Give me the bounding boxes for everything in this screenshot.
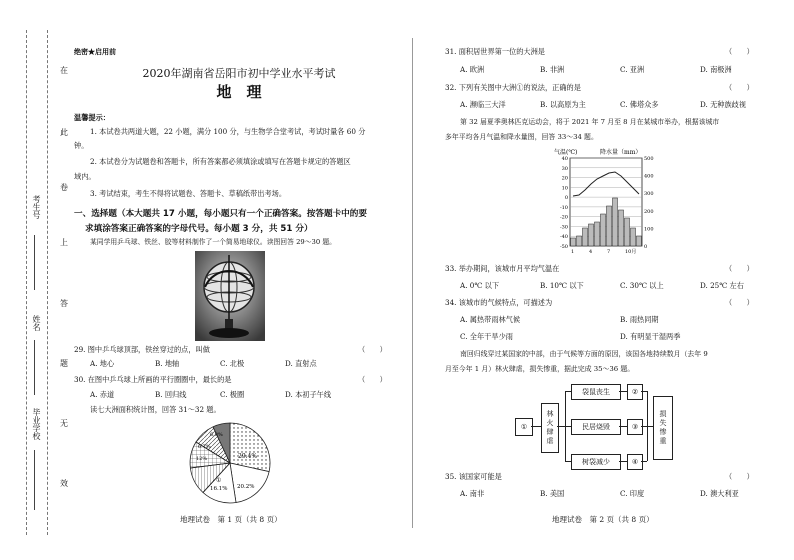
tips-title: 温馨提示： xyxy=(74,113,110,122)
pie-label: 29.4% xyxy=(238,453,258,460)
seal-char: 卷 xyxy=(60,183,68,192)
field-exam-number: 考生号 xyxy=(32,195,41,219)
question-33: 33. 举办期间，该城市月平均气温在 xyxy=(445,264,560,273)
question-31: 31. 面积居世界第一位的大洲是 xyxy=(445,47,545,56)
left-tick-label: -40 xyxy=(559,234,568,241)
exam-title: 2020年湖南省岳阳市初中学业水平考试 xyxy=(142,67,336,80)
answer-paren: （ ） xyxy=(725,47,754,56)
option: B. 雨热同期 xyxy=(620,315,659,324)
month-label: 1 xyxy=(571,249,575,255)
flow-arrow xyxy=(619,461,627,462)
option: D. 南极洲 xyxy=(700,65,732,74)
flow-box-3: ③ xyxy=(627,419,643,435)
right-tick-label: 0 xyxy=(644,244,648,250)
left-tick-label: -50 xyxy=(559,244,568,250)
answer-paren: （ ） xyxy=(725,298,754,307)
option: A. 赤道 xyxy=(90,390,115,399)
option: D. 澳大利亚 xyxy=(700,489,739,498)
question-35: 35. 该国家可能是 xyxy=(445,472,502,481)
option: C. 亚洲 xyxy=(620,65,645,74)
option: A. 0℃ 以下 xyxy=(460,281,500,290)
seal-char: 此 xyxy=(60,128,68,137)
right-tick-label: 100 xyxy=(644,226,654,233)
pie-label: 6.7% xyxy=(198,444,211,450)
option: C. 全年干旱少雨 xyxy=(460,332,513,341)
question-29: 29. 图中乒乓球顶部，铁丝穿过的点，叫做 xyxy=(74,345,210,354)
option: C. 印度 xyxy=(620,489,645,498)
tip-text: 域内。 xyxy=(74,172,96,181)
flow-box-loss: 损失惨重 xyxy=(653,396,673,460)
section-heading: 一、选择题（本大题共 17 小题，每小题只有一个正确答案。按答题卡中的要 xyxy=(74,209,367,219)
option: B. 以高原为主 xyxy=(540,100,586,109)
flow-box-4: ④ xyxy=(627,454,643,470)
globe-photo xyxy=(195,251,265,341)
flow-arrow xyxy=(619,391,627,392)
binding-line-outer xyxy=(26,30,27,535)
flow-arrow xyxy=(641,461,647,462)
flow-box-1: ① xyxy=(515,418,533,436)
temp-curve xyxy=(573,172,639,196)
field-school: 毕业学校 xyxy=(32,408,41,440)
right-tick-label: 300 xyxy=(644,191,654,198)
pie-label: 20.2% xyxy=(237,484,255,490)
option: B. 非洲 xyxy=(540,65,565,74)
question-intro: 某同学用乒乓球、铁丝、胶等材料制作了一个简易地球仪。读图回答 29～30 题。 xyxy=(90,238,336,246)
option: D. 直射点 xyxy=(285,359,317,368)
right-tick-label: 200 xyxy=(644,208,654,215)
option: A. 濒临三大洋 xyxy=(460,100,506,109)
flow-box-2: ② xyxy=(627,384,643,400)
option: A. 南非 xyxy=(460,489,485,498)
option: A. 属热带雨林气候 xyxy=(460,315,521,324)
precip-bar xyxy=(625,218,630,246)
right-tick-label: 500 xyxy=(644,156,654,162)
question-intro: 多年平均各月气温和降水量图，回答 33～34 题。 xyxy=(445,133,598,141)
seal-char: 上 xyxy=(60,238,68,247)
left-tick-label: 40 xyxy=(561,156,568,162)
left-tick-label: 0 xyxy=(564,195,568,202)
precip-bar xyxy=(589,224,594,246)
subject-title: 地 理 xyxy=(216,83,262,101)
secret-label: 绝密★启用前 xyxy=(74,47,116,56)
precip-bar xyxy=(607,206,612,246)
flow-box-koala: 树袋减少 xyxy=(571,454,621,470)
left-tick-label: 20 xyxy=(561,175,568,182)
left-ticks xyxy=(560,156,568,250)
option: B. 美国 xyxy=(540,489,565,498)
option: C. 北极 xyxy=(220,359,245,368)
left-tick-label: -10 xyxy=(559,204,568,211)
precip-axis-label: 降水量（mm） xyxy=(600,149,642,156)
tip-text: 钟。 xyxy=(74,141,89,150)
right-ticks xyxy=(644,156,654,250)
flow-box-homes: 民居烧毁 xyxy=(571,419,621,435)
option: D. 本初子午线 xyxy=(285,390,332,399)
flow-arrow xyxy=(557,426,565,427)
field-name: 姓名 xyxy=(32,315,41,331)
field-line xyxy=(34,235,35,290)
question-intro: 月至今年 1 月）林火肆虐，损失惨重，据此完成 35～36 题。 xyxy=(445,365,635,373)
question-34: 34. 该城市的气候特点，可描述为 xyxy=(445,298,553,307)
option: C. 30℃ 以上 xyxy=(620,281,664,290)
tip-text: 1. 本试卷共两道大题，22 小题，满分 100 分，与生物学合堂考试，考试时量各 60 分 xyxy=(90,127,366,136)
tip-text: 3. 考试结束，考生不得将试题卷、答题卡、草稿纸带出考场。 xyxy=(90,189,287,198)
answer-paren: （ ） xyxy=(358,345,387,354)
question-intro: 第 32 届夏季奥林匹克运动会，将于 2021 年 7 月至 8 月在某城市举办，根据该城市 xyxy=(460,118,720,126)
precip-bar xyxy=(583,228,588,246)
continent-area-pie xyxy=(180,418,280,508)
flow-box-fire: 林火肆虐 xyxy=(541,403,559,453)
field-line xyxy=(34,340,35,395)
climate-chart xyxy=(548,146,668,258)
option: A. 欧洲 xyxy=(460,65,485,74)
answer-paren: （ ） xyxy=(725,83,754,92)
option: C. 极圈 xyxy=(220,390,245,399)
left-tick-label: 30 xyxy=(561,165,568,172)
month-label: 4 xyxy=(589,249,593,255)
precip-bar xyxy=(595,222,600,246)
option: C. 佛塔众多 xyxy=(620,100,659,109)
month-label: 7 xyxy=(607,249,611,255)
temp-axis-label: 气温(℃) xyxy=(554,149,578,156)
tip-text: 2. 本试卷分为试题卷和答题卡，所有答案都必须填涂或填写在答题卡规定的答题区 xyxy=(90,157,351,166)
option: D. 有明显干湿两季 xyxy=(620,332,681,341)
binding-line-left xyxy=(47,30,48,535)
pie-label: ① xyxy=(216,477,222,484)
page-footer: 地理试卷 第 2 页（共 8 页） xyxy=(552,515,654,524)
option: D. 无种族歧视 xyxy=(700,100,747,109)
page-divider xyxy=(412,38,413,528)
section-heading: 求填涂答案正确答案的字母代号。每小题 3 分，共 51 分） xyxy=(85,224,313,234)
seal-char: 在 xyxy=(60,66,68,75)
seal-char: 无 xyxy=(60,419,68,428)
answer-paren: （ ） xyxy=(358,375,387,384)
right-tick-label: 400 xyxy=(644,173,654,180)
option: A. 地心 xyxy=(90,359,115,368)
field-line xyxy=(34,450,35,510)
page-footer: 地理试卷 第 1 页（共 8 页） xyxy=(180,515,282,524)
precip-bars xyxy=(571,198,642,246)
option: D. 25℃ 左右 xyxy=(700,281,744,290)
pie-slices xyxy=(190,423,270,503)
answer-paren: （ ） xyxy=(725,264,754,273)
left-tick-label: -20 xyxy=(559,214,568,221)
precip-bar xyxy=(637,236,642,246)
pie-label: 6.8% xyxy=(210,432,223,438)
precip-bar xyxy=(631,228,636,246)
flow-box-animals: 袋鼠丧生 xyxy=(571,384,621,400)
precip-bar xyxy=(619,210,624,246)
left-tick-label: -30 xyxy=(559,224,568,231)
flow-arrow xyxy=(531,426,541,427)
option: B. 地轴 xyxy=(155,359,180,368)
question-30: 30. 在图中乒乓球上所画的平行圈圈中，最长的是 xyxy=(74,375,232,384)
precip-bar xyxy=(571,238,576,246)
pie-label: 12% xyxy=(196,456,208,462)
left-tick-label: 10 xyxy=(561,185,568,192)
pie-label: 16.1% xyxy=(210,486,228,492)
answer-paren: （ ） xyxy=(725,472,754,481)
precip-bar xyxy=(577,236,582,246)
question-intro: 读七大洲面积统计图，回答 31～32 题。 xyxy=(90,405,221,414)
option: B. 回归线 xyxy=(155,390,187,399)
question-intro: 南回归线穿过某国家的中部，由于气候等方面的原因，该国各地持续数月（去年 9 xyxy=(460,350,708,358)
precip-bar xyxy=(613,198,618,246)
seal-char: 题 xyxy=(60,359,68,368)
month-label: 10月 xyxy=(625,249,637,255)
precip-bar xyxy=(601,214,606,246)
flow-arrow xyxy=(619,426,627,427)
seal-char: 效 xyxy=(60,479,68,488)
question-32: 32. 下列有关图中大洲①的说法，正确的是 xyxy=(445,83,581,92)
option: B. 10℃ 以下 xyxy=(540,281,584,290)
month-labels xyxy=(571,248,636,255)
seal-char: 答 xyxy=(60,299,68,308)
